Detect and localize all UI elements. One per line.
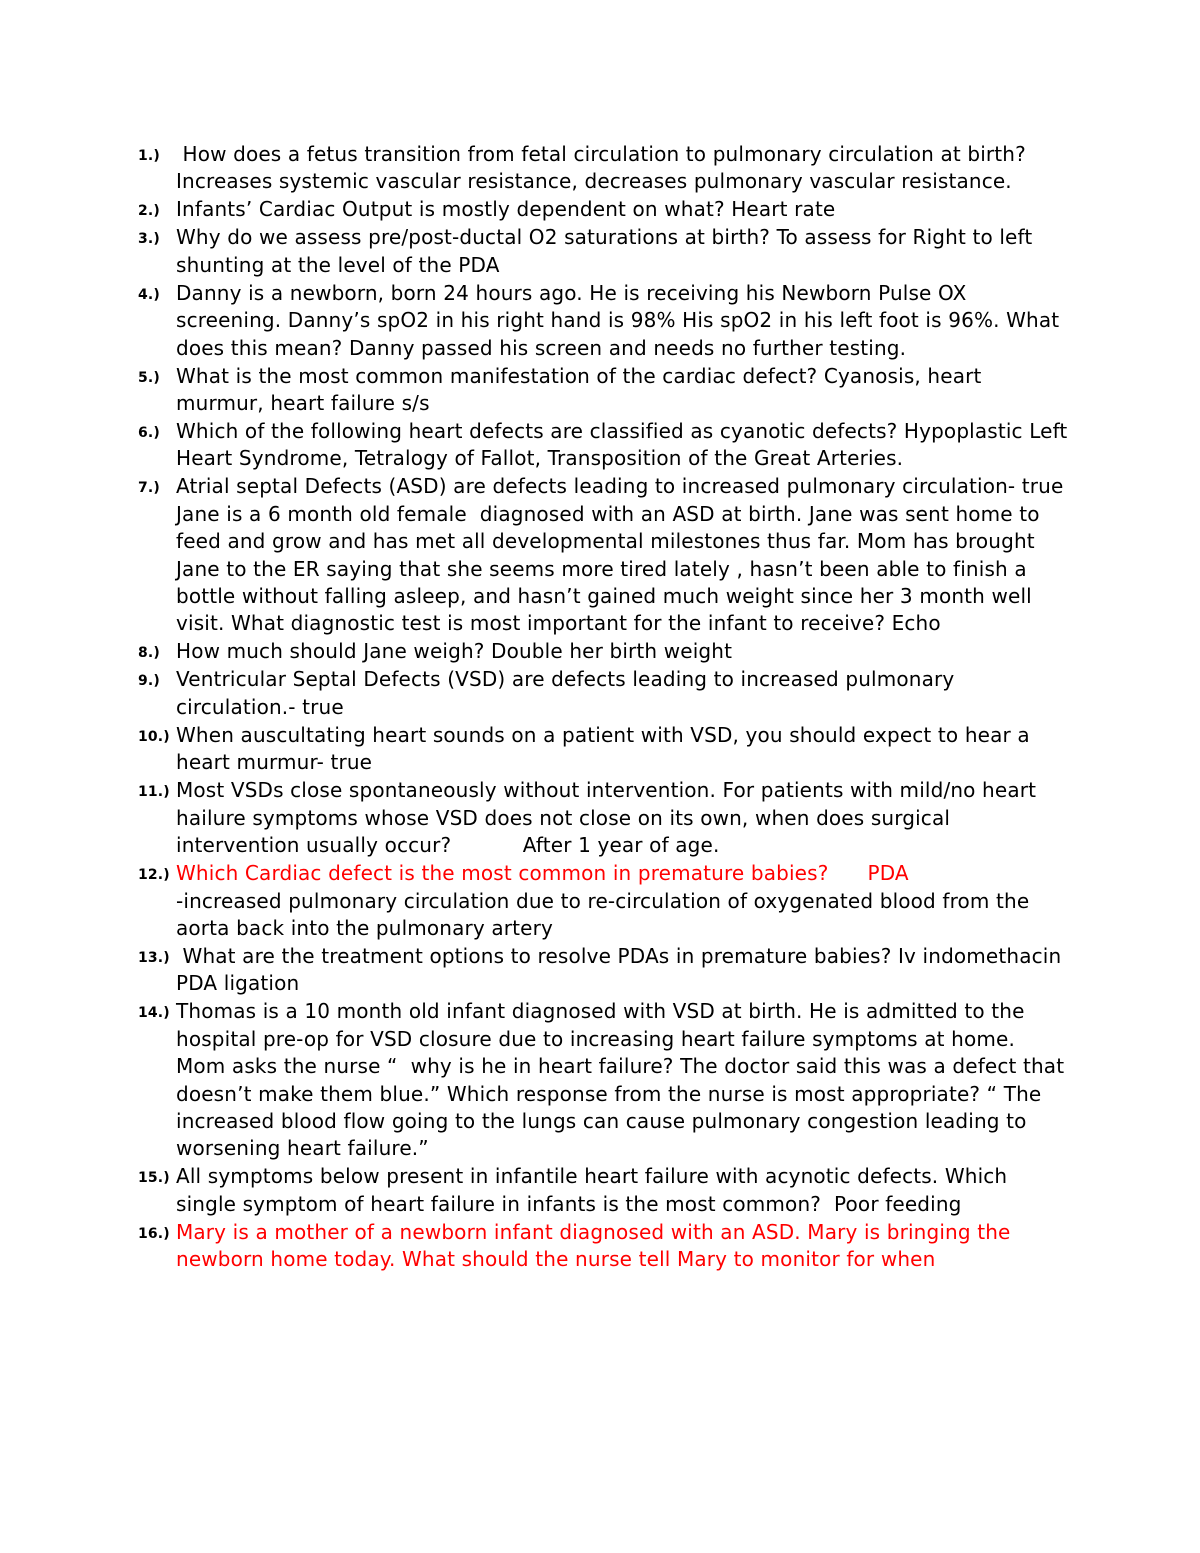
list-item bbox=[138, 280, 1068, 362]
item-text: Thomas is a 10 month old infant diagnosed with VSD at birth. He is admitted to the hospital pre-op for VSD closure due to increasing heart failure symptoms at home. Mom asks the nurse “ why is he in heart failure? The doctor said this was a defect that doesn’t make them blue.” Which response from the nurse is most appropriate? “ The increased blood flow going to the lungs can cause pulmonary congestion leading to worsening heart failure.” bbox=[176, 999, 1071, 1161]
item-number: 14.) bbox=[138, 1005, 170, 1022]
item-number: 2.) bbox=[138, 203, 160, 220]
item-number: 5.) bbox=[138, 369, 160, 386]
list-item-highlighted bbox=[138, 860, 1068, 942]
item-number: 7.) bbox=[138, 480, 160, 497]
item-number: 10.) bbox=[138, 728, 170, 745]
item-text: What are the treatment options to resolve PDAs in premature babies? Iv indomethacin PDA ligation bbox=[176, 943, 1068, 996]
item-continuation: -increased pulmonary circulation due to re-circulation of oxygenated blood from the aorta back into the pulmonary artery bbox=[176, 888, 1036, 940]
item-number: 16.) bbox=[138, 1225, 170, 1242]
list-item bbox=[138, 418, 1074, 473]
item-number: 3.) bbox=[138, 231, 160, 248]
item-number: 13.) bbox=[138, 949, 170, 966]
item-text: All symptoms below present in infantile heart failure with acynotic defects. Which single symptom of heart failure in infants is the most common? Poor feeding bbox=[176, 1164, 1014, 1216]
list-item bbox=[138, 943, 1068, 998]
item-text: Ventricular Septal Defects (VSD) are defects leading to increased pulmonary circulation.- true bbox=[176, 667, 961, 719]
list-item bbox=[138, 141, 1068, 196]
list-item bbox=[138, 363, 1068, 418]
item-text: Which Cardiac defect is the most common in premature babies? PDA bbox=[176, 861, 909, 886]
item-number: 1.) bbox=[138, 148, 160, 164]
item-number: 8.) bbox=[138, 645, 160, 662]
item-number: 15.) bbox=[138, 1170, 170, 1187]
list-item bbox=[138, 1163, 1068, 1218]
item-text: Mary is a mother of a newborn infant diagnosed with an ASD. Mary is bringing the newborn home today. What should the nurse tell Mary to monitor for when bbox=[176, 1219, 1018, 1272]
item-text: When auscultating heart sounds on a patient with VSD, you should expect to hear a heart murmur- true bbox=[176, 722, 1037, 775]
item-text: How much should Jane weigh? Double her birth weight bbox=[176, 639, 733, 664]
item-text: What is the most common manifestation of the cardiac defect? Cyanosis, heart murmur, heart failure s/s bbox=[176, 363, 988, 416]
item-number: 6.) bbox=[138, 425, 160, 442]
item-number: 12.) bbox=[138, 867, 170, 884]
list-item bbox=[138, 722, 1068, 777]
item-number: 11.) bbox=[138, 784, 170, 801]
list-item bbox=[138, 473, 1068, 637]
item-text: How does a fetus transition from fetal circulation to pulmonary circulation at birth? Increases systemic vascular resistance, decreases pulmonary vascular resistance. bbox=[176, 142, 1033, 194]
item-text: Atrial septal Defects (ASD) are defects leading to increased pulmonary circulation- true Jane is a 6 month old female diagnosed with an ASD at birth. Jane was sent home to feed and grow and has met all developmental milestones thus far. Mom has brought Jane to the ER saying that she seems more tired lately , hasn’t been able to finish a bottle without falling asleep, and hasn’t gained much weight since her 3 month well visit. What diagnostic test is most important for the infant to receive? Echo bbox=[176, 474, 1070, 636]
question-list bbox=[138, 141, 1074, 1274]
item-text: Why do we assess pre/post-ductal O2 saturations at birth? To assess for Right to left shunting at the level of the PDA bbox=[176, 225, 1039, 277]
item-number: 4.) bbox=[138, 286, 160, 303]
list-item bbox=[138, 666, 1068, 721]
list-item bbox=[138, 777, 1068, 859]
list-item bbox=[138, 998, 1071, 1162]
item-text: Danny is a newborn, born 24 hours ago. He is receiving his Newborn Pulse OX screening. Danny’s spO2 in his right hand is 98% His spO2 in his left foot is 96%. What does this mean? Danny passed his screen and needs no further testing. bbox=[176, 280, 1066, 360]
item-number: 9.) bbox=[138, 673, 160, 690]
item-text: Which of the following heart defects are classified as cyanotic defects? Hypoplastic Left Heart Syndrome, Tetralogy of Fallot, Transposition of the Great Arteries. bbox=[176, 419, 1074, 471]
list-item bbox=[138, 196, 1068, 223]
list-item bbox=[138, 638, 1068, 665]
list-item-highlighted bbox=[138, 1219, 1068, 1274]
item-text: Most VSDs close spontaneously without intervention. For patients with mild/no heart hailure symptoms whose VSD does not close on its own, when does surgical intervention usually occur? After 1 year of age. bbox=[176, 778, 1043, 858]
item-text: Infants’ Cardiac Output is mostly dependent on what? Heart rate bbox=[176, 197, 836, 222]
list-item bbox=[138, 224, 1068, 279]
